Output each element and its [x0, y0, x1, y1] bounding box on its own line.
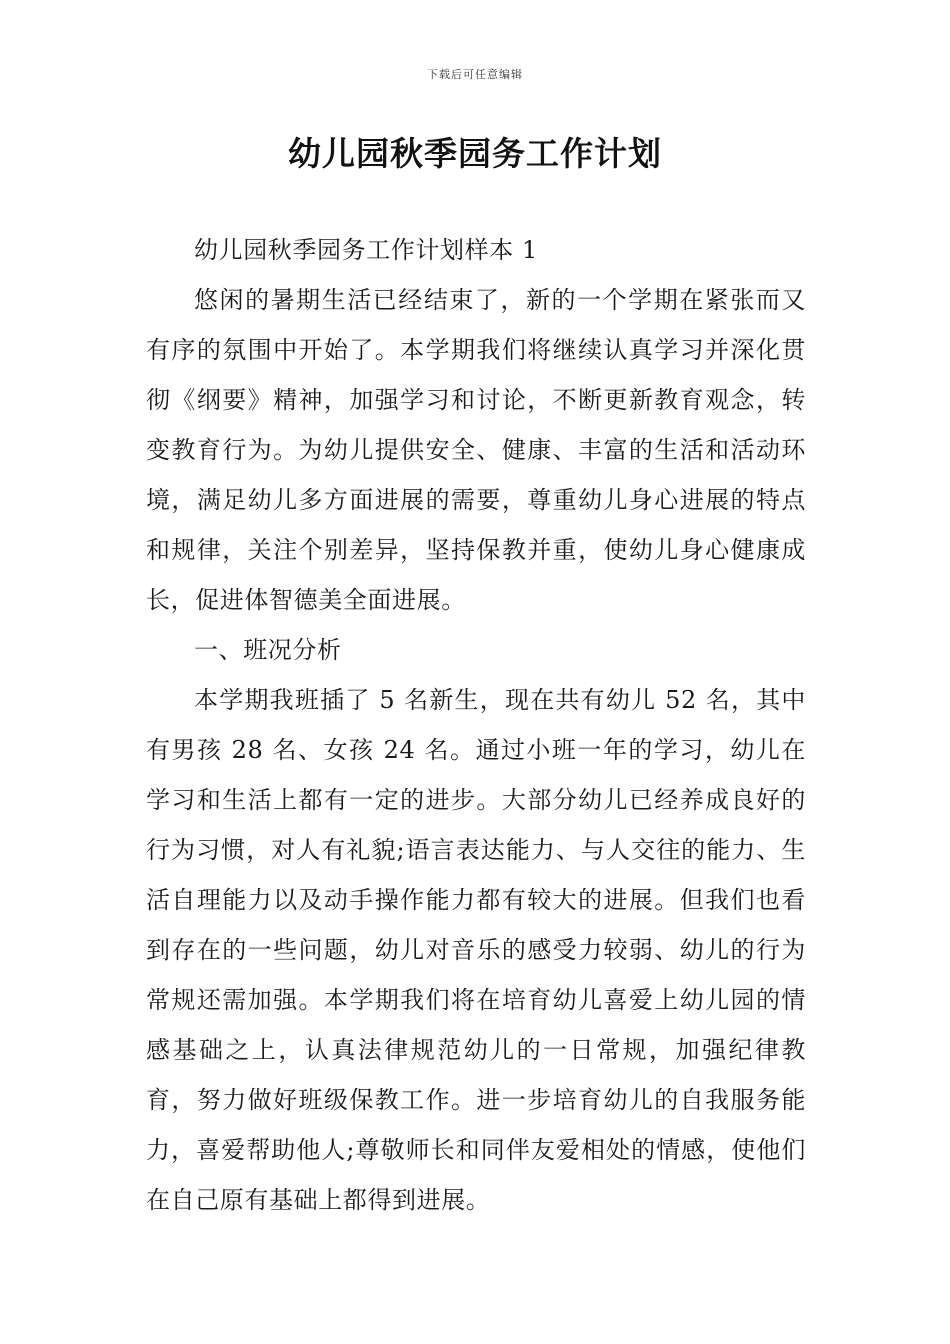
page-title: 幼儿园秋季园务工作计划	[288, 134, 662, 173]
intro-paragraph: 悠闲的暑期生活已经结束了，新的一个学期在紧张而又有序的氛围中开始了。本学期我们将继续认真学习并深化贯彻《纲要》精神，加强学习和讨论，不断更新教育观念，转变教育行为。为幼儿提供安全、健康、丰富的生活和活动环境，满足幼儿多方面进展的需要，尊重幼儿身心进展的特点和规律，关注个别差异，坚持保教并重，使幼儿身心健康成长，促进体智德美全面进展。	[146, 286, 806, 614]
document-body	[146, 225, 806, 1225]
class-analysis-paragraph: 本学期我班插了 5 名新生，现在共有幼儿 52 名，其中有男孩 28 名、女孩 24 名。通过小班一年的学习，幼儿在学习和生活上都有一定的进步。大部分幼儿已经养成良好的行为习惯，对人有礼貌;语言表达能力、与人交往的能力、生活自理能力以及动手操作能力都有较大的进展。但我们也看到存在的一些问题，幼儿对音乐的感受力较弱、幼儿的行为常规还需加强。本学期我们将在培育幼儿喜爱上幼儿园的情感基础之上，认真法律规范幼儿的一日常规，加强纪律教育，努力做好班级保教工作。进一步培育幼儿的自我服务能力，喜爱帮助他人;尊敬师长和同伴友爱相处的情感，使他们在自己原有基础上都得到进展。	[146, 686, 806, 1214]
section-heading: 一、班况分析	[194, 636, 342, 664]
sample-subtitle: 幼儿园秋季园务工作计划样本 1	[194, 236, 538, 264]
header-note: 下载后可任意编辑	[427, 68, 523, 81]
